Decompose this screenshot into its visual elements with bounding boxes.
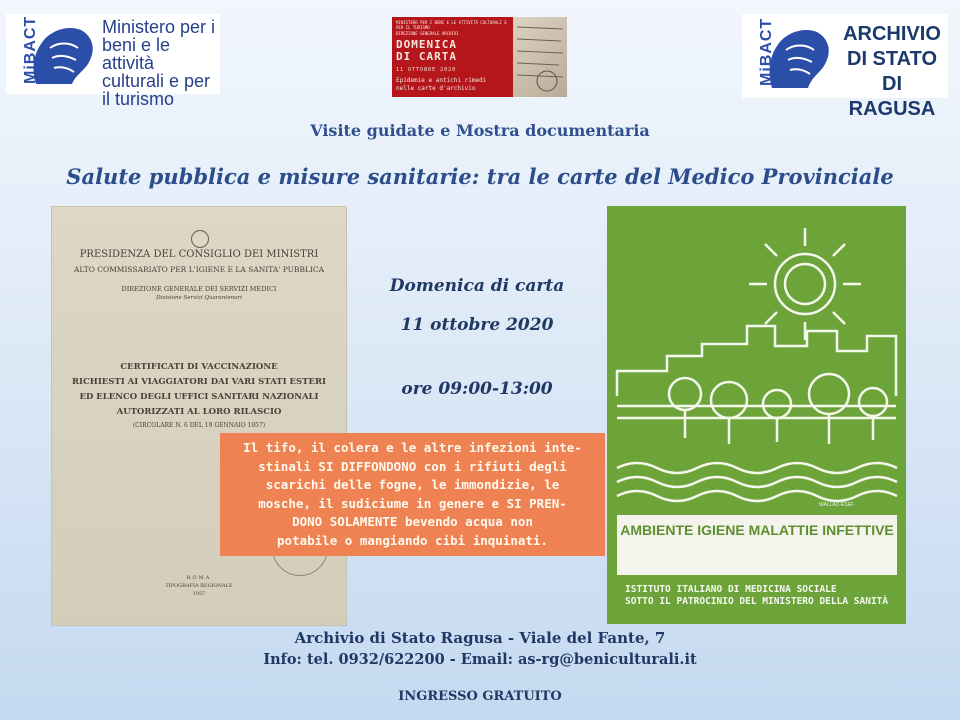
banner-header: MINISTERO PER I BENI E LE ATTIVITÀ CULTURALI E PER IL TURISMO [396,20,507,30]
clipping-line-5: DONO SOLAMENTE bevendo acqua non [292,514,533,529]
poster-line1: ISTITUTO ITALIANO DI MEDICINA SOCIALE [625,584,837,595]
health-poster-image [607,206,906,624]
banner-subtitle [396,77,486,93]
admission-label: INGRESSO GRATUITO [398,689,562,704]
banner-title [396,39,457,63]
archivio-line2: DI STATO [847,48,937,70]
domenica-di-carta-logo [392,17,567,97]
clipping-line-4: mosche, il sudiciume in genere e SI PREN- [258,495,567,511]
mibact-label: MiBACT [22,15,39,84]
doc-title-5: (CIRCOLARE N. 6 DEL 19 GENNAIO 1957) [132,422,266,429]
manuscript-icon [513,17,567,97]
archivio-line1: ARCHIVIO [843,23,941,45]
exhibition-title: Salute pubblica e misure sanitarie: tra le carte del Medico Provinciale [66,164,894,189]
clipping-line-1: Il tifo, il colera e le altre infezioni inte- [243,440,582,455]
event-subtitle: Visite guidate e Mostra documentaria [310,121,650,140]
emblem-icon [191,230,209,248]
clipping-line-6: potabile o mangiando cibi inquinati. [277,532,548,548]
poster-line2: SOTTO IL PATROCINIO DEL MINISTERO DELLA SANITÀ [625,596,889,607]
poster-artist: WALLAU-ESEF [819,502,855,508]
event-date: 11 ottobre 2020 [400,315,554,335]
footer-address: Archivio di Stato Ragusa - Viale del Fante, 7 [294,629,666,647]
mibact-emblem [6,14,100,94]
doc-title-3: ED ELENCO DEGLI UFFICI SANITARI NAZIONALI [79,392,319,402]
poster-institute [625,584,895,608]
banner-title-line1: DOMENICA [396,38,457,51]
mibact-emblem-right [742,14,836,94]
doc-title-4: AUTORIZZATI AL LORO RILASCIO [116,407,282,417]
clipping-text [226,439,599,550]
doc-line-4: Divisione Servizi Quarantenari [156,295,242,301]
domenica-banner [392,17,513,97]
archivio-name [836,22,948,122]
banner-subtitle-line2: nelle carte d'archivio [396,85,476,92]
footer-contact: Info: tel. 0932/622200 - Email: as-rg@beniculturali.it [263,651,697,668]
doc-line-2: ALTO COMMISSARIATO PER L'IGIENE E LA SANITA' PUBBLICA [73,265,325,274]
archivio-line3: DI RAGUSA [848,73,936,120]
doc-bottom-2: TIPOGRAFIA REGIONALE [165,583,233,589]
event-hours: ore 09:00-13:00 [401,379,553,399]
poster-title: AMBIENTE IGIENE MALATTIE INFETTIVE [620,522,894,538]
clipping-line-3: scarichi delle fogne, le immondizie, le [265,477,560,492]
doc-title-1: CERTIFICATI DI VACCINAZIONE [120,362,278,372]
warning-clipping [220,433,605,556]
mibact-label-right: MiBACT [758,17,775,86]
doc-title-2: RICHIESTI AI VIAGGIATORI DAI VARI STATI ESTERI [71,377,327,387]
doc-line-3: DIREZIONE GENERALE DEI SERVIZI MEDICI [121,285,277,293]
head-icon-right [742,14,836,98]
doc-line-1: PRESIDENZA DEL CONSIGLIO DEI MINISTRI [79,249,319,260]
clipping-line-2: stinali SI DIFFONDONO con i rifiuti degli [258,458,567,474]
circular-document-image [52,207,346,625]
event-name: Domenica di carta [389,276,565,296]
ministry-logo [6,14,220,109]
old-paper-image [513,17,567,97]
landscape-illustration-icon [607,206,906,506]
archivio-logo [742,14,948,120]
banner-title-line2: DI CARTA [396,50,457,63]
doc-bottom-1: ROMA [186,575,212,581]
banner-header-2: DIREZIONE GENERALE ARCHIVI [396,31,459,36]
head-icon [6,14,100,94]
banner-date: 11 OTTOBRE 2020 [396,67,457,73]
banner-subtitle-line1: Epidemie e antichi rimedi [396,77,487,84]
ministry-name: Ministero per i beni e le attività culturali e per il turismo [102,17,216,109]
doc-bottom-3: 1957 [192,591,206,597]
